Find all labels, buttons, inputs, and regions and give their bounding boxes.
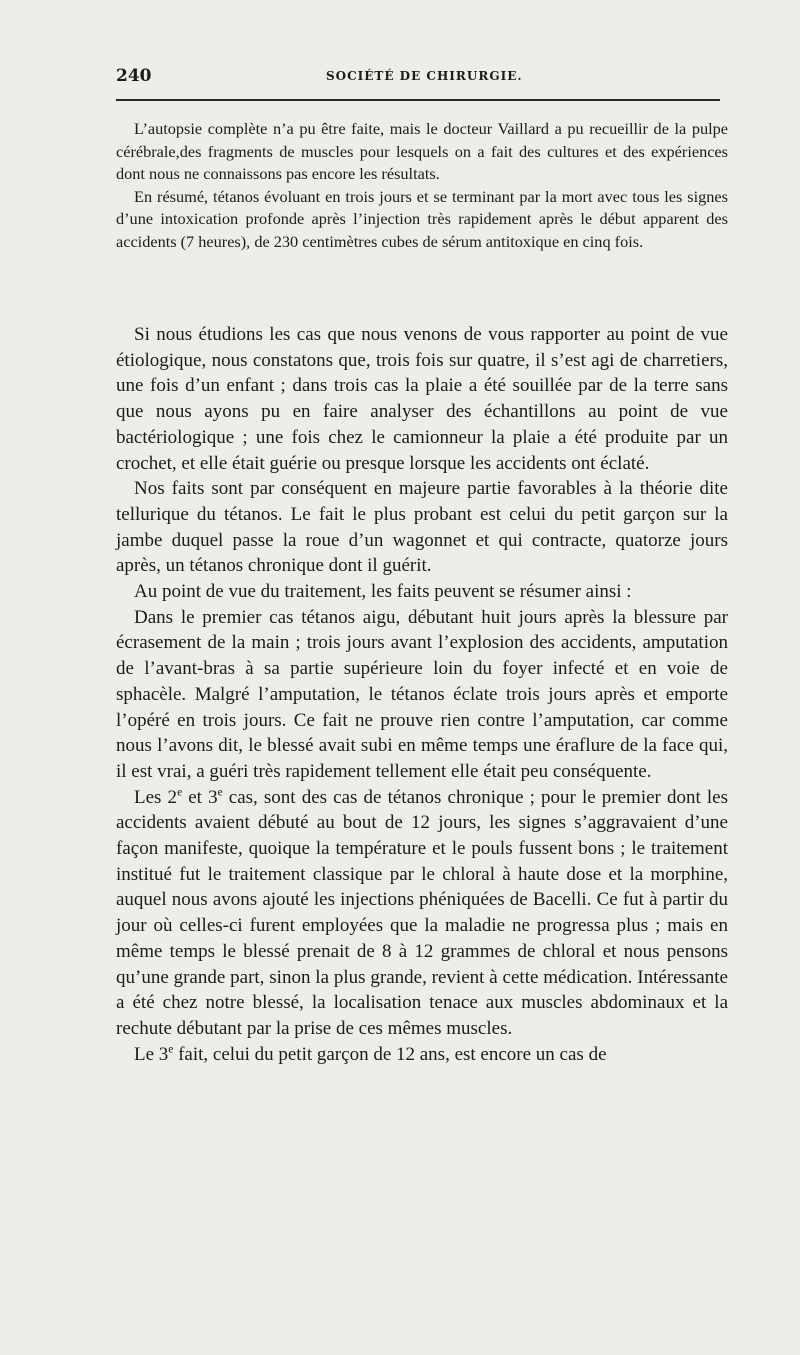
- header-rule: [116, 99, 720, 101]
- running-title: SOCIÉTÉ DE CHIRURGIE.: [326, 69, 523, 83]
- paragraph-autopsie: L’autopsie complète n’a pu être faite, mais le docteur Vaillard a pu recueillir de la pulpe cérébrale,des fragments de muscles pour lesquels on a fait des cultures et des expériences dont nous ne connaissons pas encore les résultats.: [116, 119, 728, 184]
- paragraph-resume: En résumé, tétanos évoluant en trois jours et se terminant par la mort avec tous les signes d’une intoxication profonde après l’injection très rapidement après le début apparent des accidents (7 heures), de 230 centimètres cubes de sérum antitoxique en cinq fois.: [116, 186, 728, 251]
- page-header: [116, 66, 720, 90]
- paragraph-theorie-tellurique: Nos faits sont par conséquent en majeure partie favorables à la théorie dite tellurique du tétanos. Le fait le plus probant est celui du petit garçon sur la jambe duquel passe la roue d’un wagonnet et qui contracte, quatorze jours après, un tétanos chronique dont il guérit.: [116, 478, 728, 577]
- page-number: 240: [116, 66, 152, 86]
- paragraph-cas-chroniques: [116, 785, 728, 1042]
- text-run: et 3: [182, 786, 218, 808]
- superscript: e: [217, 786, 223, 799]
- paragraph-premier-cas: Dans le premier cas tétanos aigu, débutant huit jours après la blessure par écrasement de la main ; trois jours avant l’explosion des accidents, amputation de l’avant-bras à sa partie supérieure loin du foyer infecté et en voie de sphacèle. Malgré l’amputation, le tétanos éclate trois jours après et emporte l’opéré en trois jours. Ce fait ne prouve rien contre l’amputation, car comme nous l’avons dit, le blessé avait subi en même temps une éraflure de la face qui, il est vrai, a guéri très rapidement tellement elle était peu conséquente.: [116, 606, 728, 782]
- superscript: e: [168, 1043, 174, 1056]
- text-run: cas, sont des cas de tétanos chronique ; pour le premier dont les accidents avaient débuté au bout de 12 jours, les signes s’aggravaient d’une façon manifeste, quoique la température et le pouls fussent bons ; le traitement institué fut le traitement classique par le chloral à haute dose et la morphine, auquel nous avons ajouté les injections phéniquées de Bacelli. Ce fut à partir du jour où celles-ci furent employées que la maladie ne progressa plus ; mais en même temps le blessé prenait de 8 à 12 grammes de chloral et nous pensons qu’une grande part, sinon la plus grande, revient à cette médication. Intéressante a été chez notre blessé, la localisation tenace aux muscles abdominaux et la rechute débutant par la prise de ces mêmes muscles.: [116, 786, 729, 1039]
- text-run: fait, celui du petit garçon de 12 ans, est encore un cas de: [173, 1043, 607, 1065]
- paragraph-traitement: Au point de vue du traitement, les faits peuvent se résumer ainsi :: [134, 581, 632, 603]
- paragraph-etiologie: Si nous étudions les cas que nous venons de vous rapporter au point de vue étiologique, nous constatons que, trois fois sur quatre, il s’est agi de charretiers, une fois d’un enfant ; dans trois cas la plaie a été souillée par de la terre sans que nous ayons pu en faire analyser des échantillons au point de vue bactériologique ; une fois chez le camionneur la plaie a été produite par un crochet, et elle était guérie ou presque lorsque les accidents ont éclaté.: [116, 324, 728, 474]
- superscript: e: [177, 786, 183, 799]
- text-run: Les 2: [134, 786, 178, 808]
- paragraph-troisieme-fait: [116, 1042, 728, 1068]
- small-print-block: [116, 118, 728, 254]
- text-run: Le 3: [134, 1043, 169, 1065]
- main-text-block: [116, 322, 728, 1067]
